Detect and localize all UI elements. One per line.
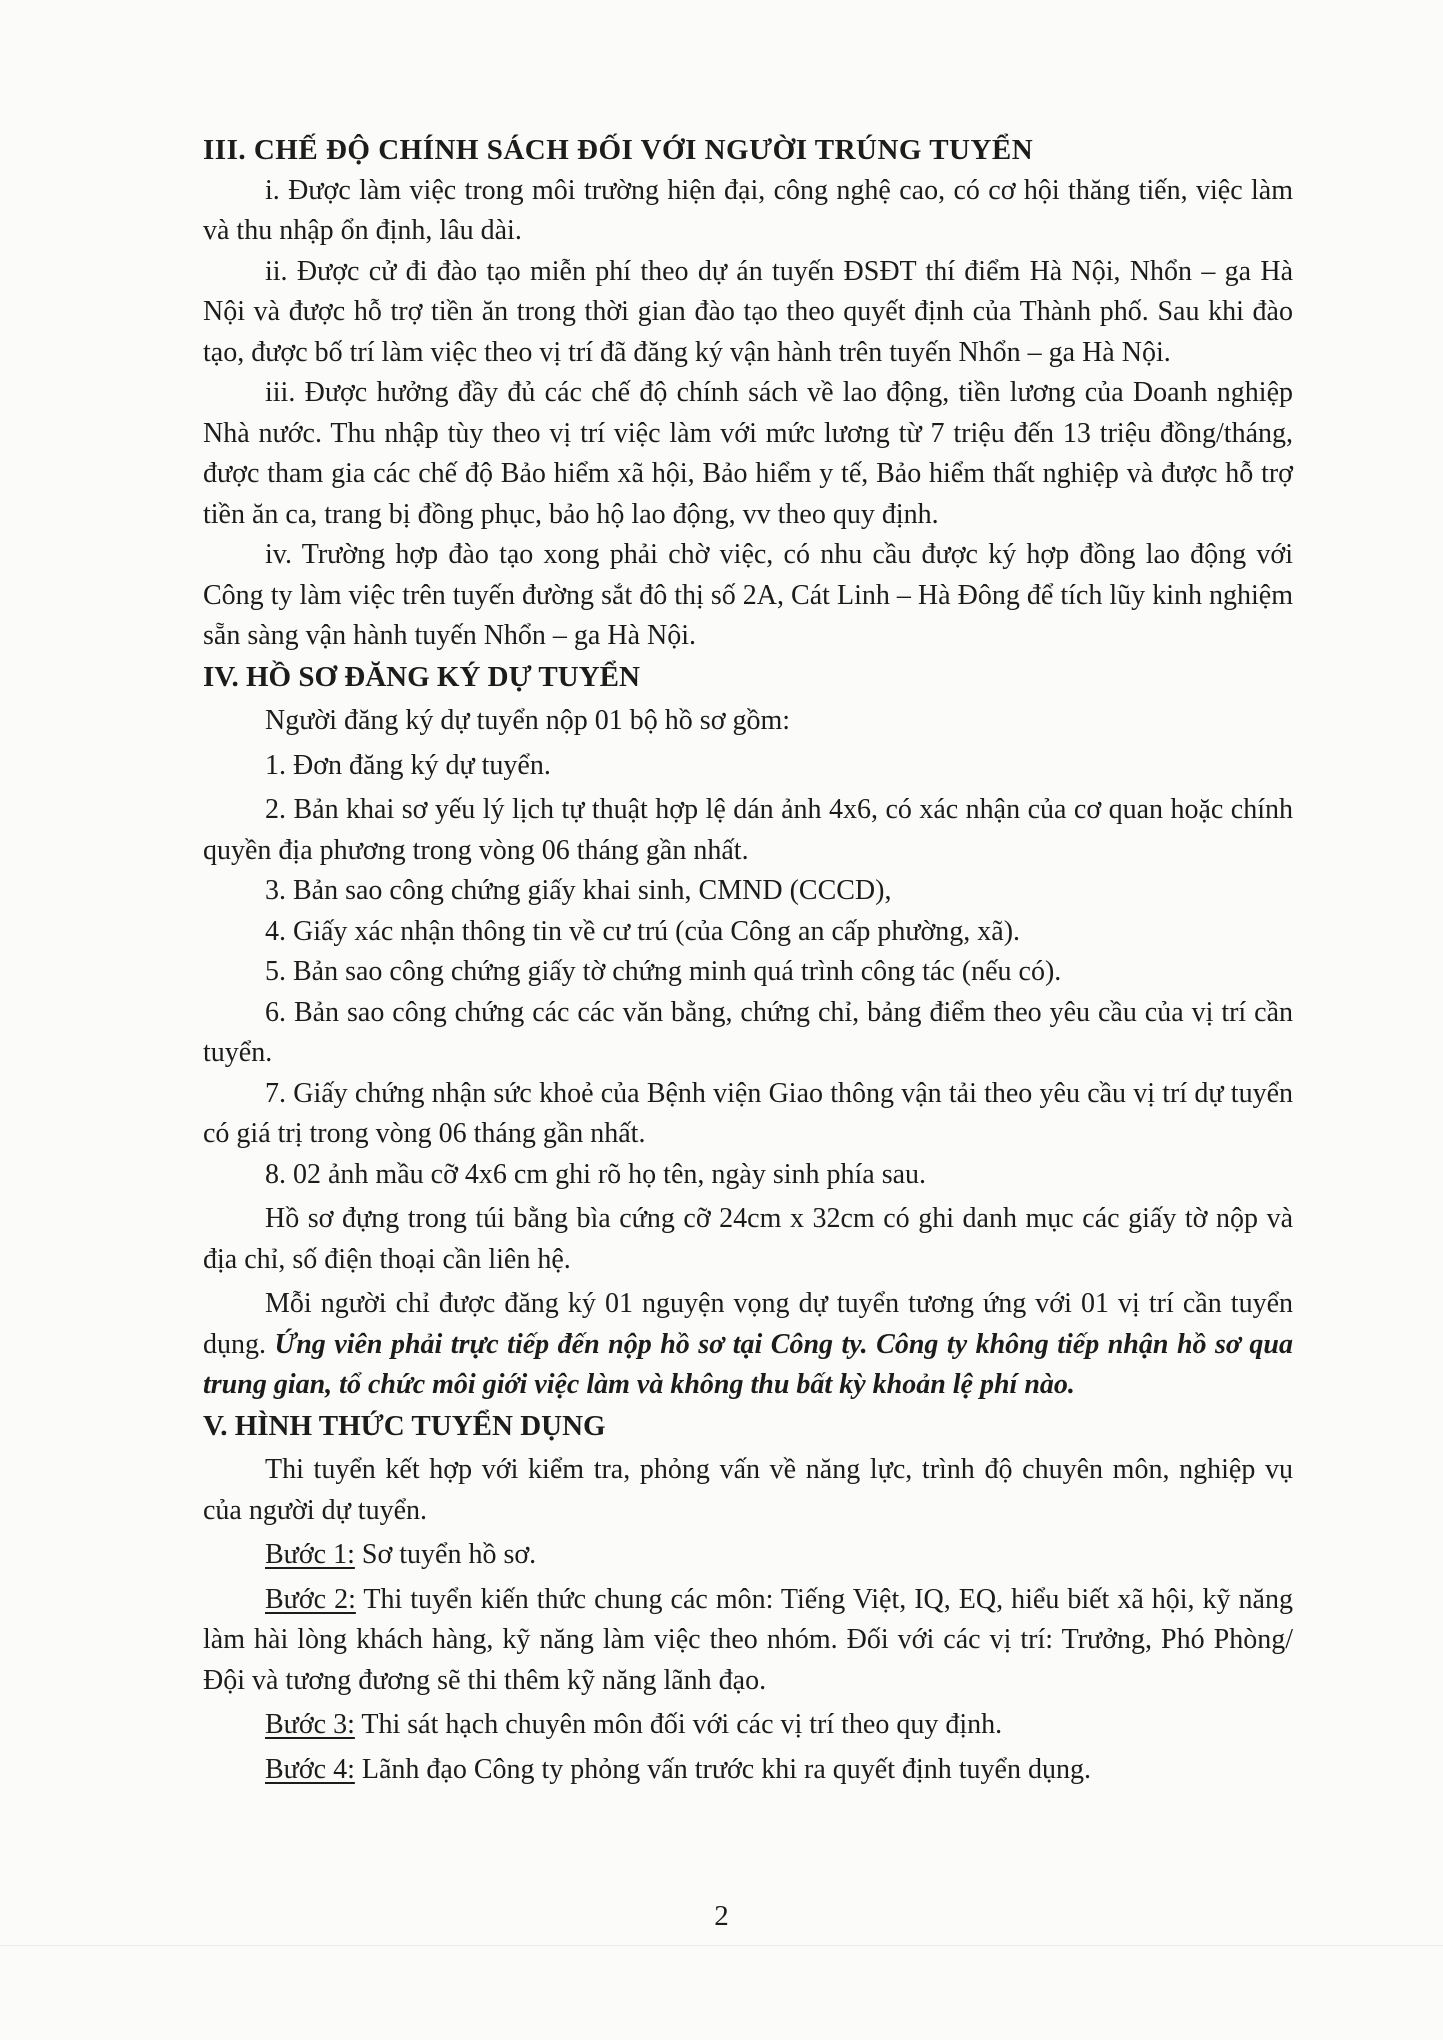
section-3-item: ii. Được cử đi đào tạo miễn phí theo dự án tuyến ĐSĐT thí điểm Hà Nội, Nhổn – ga Hà Nội và được hỗ trợ tiền ăn trong thời gian đào tạo theo quyết định của Thành phố. Sau khi đào tạo, được bố trí làm việc theo vị trí đã đăng ký vận hành trên tuyến Nhổn – ga Hà Nội. xyxy=(203,255,1293,368)
section-5-heading: V. HÌNH THỨC TUYỂN DỤNG xyxy=(203,1409,606,1442)
section-5-intro: Thi tuyển kết hợp với kiểm tra, phỏng vấn về năng lực, trình độ chuyên môn, nghiệp vụ của người dự tuyển. xyxy=(203,1454,1293,1526)
section-3-item: i. Được làm việc trong môi trường hiện đại, công nghệ cao, có cơ hội thăng tiến, việc làm và thu nhập ổn định, lâu dài. xyxy=(203,174,1293,246)
step-text: Lãnh đạo Công ty phỏng vấn trước khi ra quyết định tuyển dụng. xyxy=(354,1753,1091,1785)
document-list-item: 3. Bản sao công chứng giấy khai sinh, CMND (CCCD), xyxy=(265,875,892,906)
page-content xyxy=(203,130,1293,1790)
document-list-item: 5. Bản sao công chứng giấy tờ chứng minh quá trình công tác (nếu có). xyxy=(265,956,1062,987)
document-list-item: 1. Đơn đăng ký dự tuyển. xyxy=(265,749,551,781)
step-text: Sơ tuyển hồ sơ. xyxy=(354,1539,537,1570)
step-text: Thi sát hạch chuyên môn đối với các vị trí theo quy định. xyxy=(354,1709,1003,1740)
section-3-item: iv. Trường hợp đào tạo xong phải chờ việc, có nhu cầu được ký hợp đồng lao động với Công ty làm việc trên tuyến đường sắt đô thị số 2A, Cát Linh – Hà Đông để tích lũy kinh nghiệm sẵn sàng vận hành tuyến Nhổn – ga Hà Nội. xyxy=(203,539,1293,651)
document-list-item: 2. Bản khai sơ yếu lý lịch tự thuật hợp lệ dán ảnh 4x6, có xác nhận của cơ quan hoặc chính quyền địa phương trong vòng 06 tháng gần nhất. xyxy=(203,794,1293,866)
step-2 xyxy=(203,1580,1293,1702)
step-label: Bước 2: xyxy=(265,1583,356,1615)
step-4 xyxy=(203,1750,1293,1791)
note-plain: Mỗi người chỉ được đăng ký 01 nguyện vọng dự tuyển tương ứng với 01 vị trí cần tuyển dụng. xyxy=(203,1288,1293,1360)
step-3 xyxy=(203,1705,1293,1746)
step-label: Bước 1: xyxy=(265,1539,355,1570)
step-label: Bước 4: xyxy=(265,1753,355,1785)
packaging-paragraph: Hồ sơ đựng trong túi bằng bìa cứng cỡ 24cm x 32cm có ghi danh mục các giấy tờ nộp và địa chỉ, số điện thoại cần liên hệ. xyxy=(203,1203,1293,1275)
document-list-item: 4. Giấy xác nhận thông tin về cư trú (của Công an cấp phường, xã). xyxy=(265,915,1021,947)
note-emphasis: Ứng viên phải trực tiếp đến nộp hồ sơ tại Công ty. Công ty không tiếp nhận hồ sơ qua trung gian, tổ chức môi giới việc làm và không thu bất kỳ khoản lệ phí nào. xyxy=(203,1328,1293,1400)
section-3-item: iii. Được hưởng đầy đủ các chế độ chính sách về lao động, tiền lương của Doanh nghiệp Nhà nước. Thu nhập tùy theo vị trí việc làm với mức lương từ 7 triệu đến 13 triệu đồng/tháng, được tham gia các chế độ Bảo hiểm xã hội, Bảo hiểm y tế, Bảo hiểm thất nghiệp và được hỗ trợ tiền ăn ca, trang bị đồng phục, bảo hộ lao động, vv theo quy định. xyxy=(203,377,1293,530)
section-4-intro: Người đăng ký dự tuyển nộp 01 bộ hồ sơ gồm: xyxy=(265,705,791,736)
step-1 xyxy=(203,1535,1293,1576)
document-list-item: 7. Giấy chứng nhận sức khoẻ của Bệnh viện Giao thông vận tải theo yêu cầu vị trí dự tuyển có giá trị trong vòng 06 tháng gần nhất. xyxy=(203,1077,1293,1149)
page-bottom-rule xyxy=(0,1945,1443,1946)
step-label: Bước 3: xyxy=(265,1709,355,1740)
registration-note xyxy=(203,1284,1293,1406)
document-list-item: 6. Bản sao công chứng các các văn bằng, chứng chỉ, bảng điểm theo yêu cầu của vị trí cần tuyển. xyxy=(203,996,1293,1068)
step-text: Thi tuyển kiến thức chung các môn: Tiếng Việt, IQ, EQ, hiểu biết xã hội, kỹ năng làm hài lòng khách hàng, kỹ năng làm việc theo nhóm. Đối với các vị trí: Trưởng, Phó Phòng/Đội và tương đương sẽ thi thêm kỹ năng lãnh đạo. xyxy=(203,1583,1293,1696)
section-4-heading: IV. HỒ SƠ ĐĂNG KÝ DỰ TUYỂN xyxy=(203,660,640,693)
page-number: 2 xyxy=(714,1900,729,1932)
section-3-heading: III. CHẾ ĐỘ CHÍNH SÁCH ĐỐI VỚI NGƯỜI TRÚNG TUYỂN xyxy=(203,134,1034,166)
document-list-item: 8. 02 ảnh mầu cỡ 4x6 cm ghi rõ họ tên, ngày sinh phía sau. xyxy=(265,1158,927,1190)
